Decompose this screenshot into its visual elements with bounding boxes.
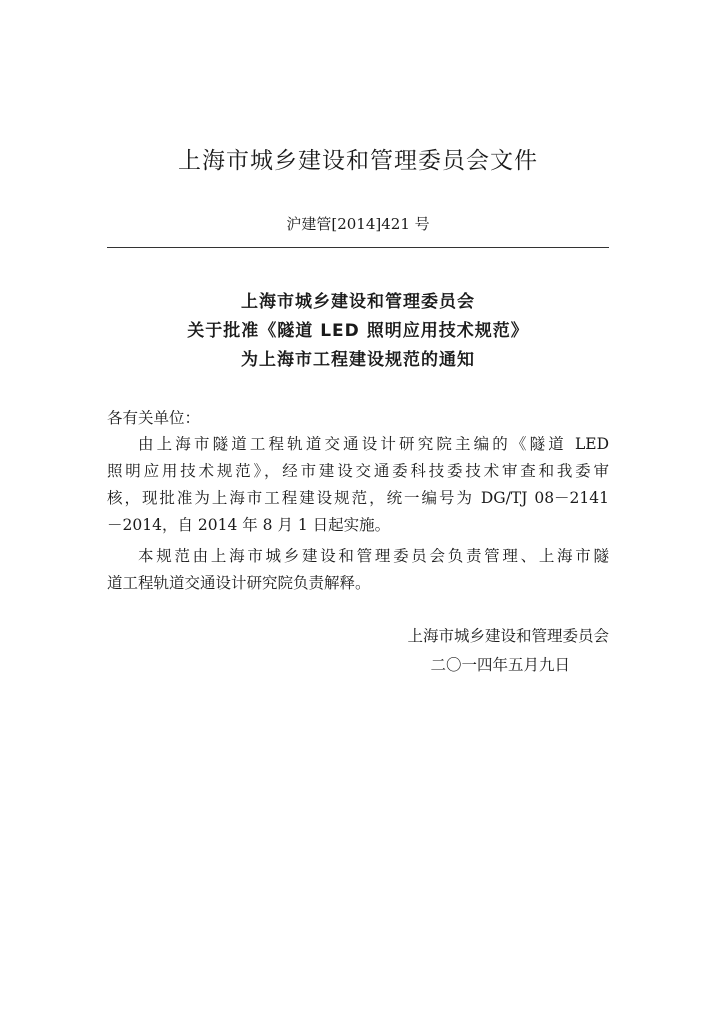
header-divider bbox=[107, 247, 609, 248]
notice-title-line: 关于批准《隧道 LED 照明应用技术规范》 bbox=[187, 321, 529, 341]
signature-block bbox=[0, 622, 609, 680]
paragraph-line: －2014，自 2014 年 8 月 1 日起实施。 bbox=[107, 516, 391, 534]
paragraph-line: 道工程轨道交通设计研究院负责解释。 bbox=[107, 574, 371, 592]
paragraph-line: 核，现批准为上海市工程建设规范，统一编号为 DG/TJ 08－2141 bbox=[107, 489, 609, 507]
notice-title-line: 上海市城乡建设和管理委员会 bbox=[241, 292, 475, 312]
issuer-name: 上海市城乡建设和管理委员会 bbox=[407, 627, 609, 645]
salutation: 各有关单位： bbox=[107, 409, 201, 427]
issue-date: 二〇一四年五月九日 bbox=[430, 656, 570, 674]
issuing-organization-title: 上海市城乡建设和管理委员会文件 bbox=[178, 148, 538, 174]
paragraph-line: 由上海市隧道工程轨道交通设计研究院主编的《隧道 LED bbox=[138, 435, 609, 453]
paragraph-line: 本规范由上海市城乡建设和管理委员会负责管理、上海市隧 bbox=[138, 547, 609, 565]
paragraph-line: 照明应用技术规范》，经市建设交通委科技委技术审查和我委审 bbox=[107, 462, 609, 480]
body-paragraph bbox=[107, 543, 609, 597]
document-number: 沪建管[2014]421 号 bbox=[286, 215, 430, 233]
body-paragraph bbox=[107, 431, 609, 539]
notice-title bbox=[0, 288, 716, 375]
notice-title-line: 为上海市工程建设规范的通知 bbox=[241, 350, 475, 370]
